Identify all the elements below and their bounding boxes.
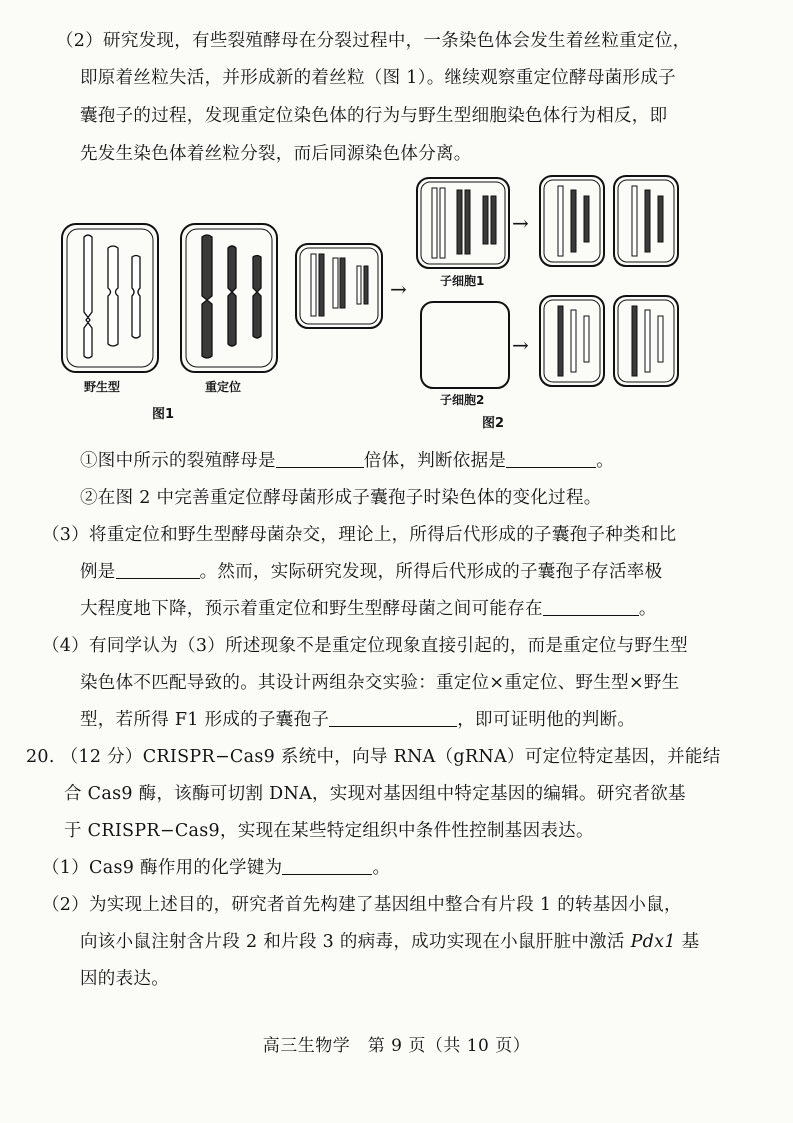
- wild-type-cell: [62, 224, 158, 372]
- q20-part2-line2: [80, 931, 699, 953]
- q20-part2-line2-b: 基: [675, 932, 700, 952]
- q19-p3-line3-a: 大程度地下降，预示着重定位和野生型酵母菌之间可能存在: [80, 599, 543, 619]
- q20-part2-line1: （2）为实现上述目的，研究者首先构建了基因组中整合有片段 1 的转基因小鼠，: [42, 895, 682, 915]
- q20-part1-a: （1）Cas9 酶作用的化学键为: [42, 858, 283, 878]
- q19-p4-line3-a: 型，若所得 F1 形成的子囊孢子: [80, 710, 330, 730]
- q19-p2-line3: 囊孢子的过程，发现重定位染色体的行为与野生型细胞染色体行为相反，即: [80, 106, 668, 126]
- figure-1-caption: 图1: [152, 407, 175, 422]
- q20-line2: 合 Cas9 酶，该酶可切割 DNA，实现对基因组中特定基因的编辑。研究者欲基: [64, 784, 686, 804]
- q20-part2-line2-a: 向该小鼠注射含片段 2 和片段 3 的病毒，成功实现在小鼠肝脏中激活: [80, 932, 631, 952]
- q19-p4-line1: （4）有同学认为（3）所述现象不是重定位现象直接引起的，而是重定位与野生型: [42, 636, 688, 656]
- q20-line3: 于 CRISPR−Cas9，实现在某些特定组织中条件性控制基因表达。: [64, 821, 594, 841]
- q20-line1: 20. （12 分）CRISPR−Cas9 系统中，向导 RNA（gRNA）可定位特定基因，并能结: [26, 747, 721, 767]
- answer-blank-ploidy[interactable]: [276, 453, 364, 468]
- page-footer: 高三生物学 第 9 页（共 10 页）: [262, 1036, 531, 1056]
- granddaughter-cell-1: [540, 176, 604, 266]
- arrow-daughter2-to-grand: →: [512, 333, 530, 357]
- q19-sub1-text-a: ①图中所示的裂殖酵母是: [80, 451, 276, 471]
- q20-part1-b: 。: [372, 858, 391, 878]
- relocated-label: 重定位: [205, 380, 242, 394]
- granddaughter-cell-3: [540, 296, 604, 386]
- q19-p3-line3-b: 。: [638, 599, 657, 619]
- q19-sub2: ②在图 2 中完善重定位酵母菌形成子囊孢子时染色体的变化过程。: [80, 488, 602, 508]
- q20-part2-line3: 因的表达。: [80, 969, 169, 989]
- q19-p3-line2-a: 例是: [80, 562, 116, 582]
- q19-p4-line3-b: ，即可证明他的判断。: [457, 710, 636, 730]
- granddaughter-cell-4: [614, 296, 678, 386]
- daughter-cell-2: [421, 302, 509, 388]
- answer-blank-bond[interactable]: [282, 860, 372, 875]
- wild-type-label: 野生型: [84, 380, 121, 394]
- q19-sub1-text-c: 。: [596, 451, 615, 471]
- daughter-cell-1-label: 子细胞1: [440, 274, 485, 288]
- answer-blank-isolation[interactable]: [543, 601, 639, 616]
- answer-blank-ratio[interactable]: [116, 564, 200, 579]
- q19-p4-line2: 染色体不匹配导致的。其设计两组杂交实验：重定位×重定位、野生型×野生: [80, 673, 680, 693]
- q19-p3-line2-b: 。然而，实际研究发现，所得后代形成的子囊孢子存活率极: [199, 562, 663, 582]
- q19-sub1-text-b: 倍体，判断依据是: [363, 451, 507, 471]
- answer-blank-basis[interactable]: [506, 453, 596, 468]
- daughter-cell-1: [417, 178, 509, 268]
- parent-cell: [296, 244, 382, 328]
- q19-p2-line4: 先发生染色体着丝粒分裂，而后同源染色体分离。: [80, 144, 472, 164]
- q19-sub1: [80, 450, 614, 472]
- granddaughter-cell-2: [614, 176, 678, 266]
- gene-name-pdx1: Pdx1: [630, 932, 676, 952]
- q19-p3-line2: [80, 561, 662, 583]
- q19-p3-line1: （3）将重定位和野生型酵母菌杂交，理论上，所得后代形成的子囊孢子种类和比: [42, 525, 677, 545]
- arrow-daughter1-to-grand: →: [512, 211, 530, 235]
- figure-2-caption: 图2: [482, 416, 505, 431]
- relocated-cell: [181, 224, 277, 372]
- daughter-cell-2-label: 子细胞2: [440, 393, 485, 407]
- arrow-parent-to-daughter: →: [390, 277, 408, 301]
- figure-1-and-2: [0, 0, 793, 440]
- answer-blank-spores[interactable]: [329, 712, 457, 727]
- q19-p3-line3: [80, 598, 657, 620]
- q19-p4-line3: [80, 709, 635, 731]
- q19-p2-line1: （2）研究发现，有些裂殖酵母在分裂过程中，一条染色体会发生着丝粒重定位，: [56, 31, 691, 51]
- q19-p2-line2: 即原着丝粒失活，并形成新的着丝粒（图 1）。继续观察重定位酵母菌形成子: [80, 68, 676, 88]
- q20-part1: [42, 857, 390, 879]
